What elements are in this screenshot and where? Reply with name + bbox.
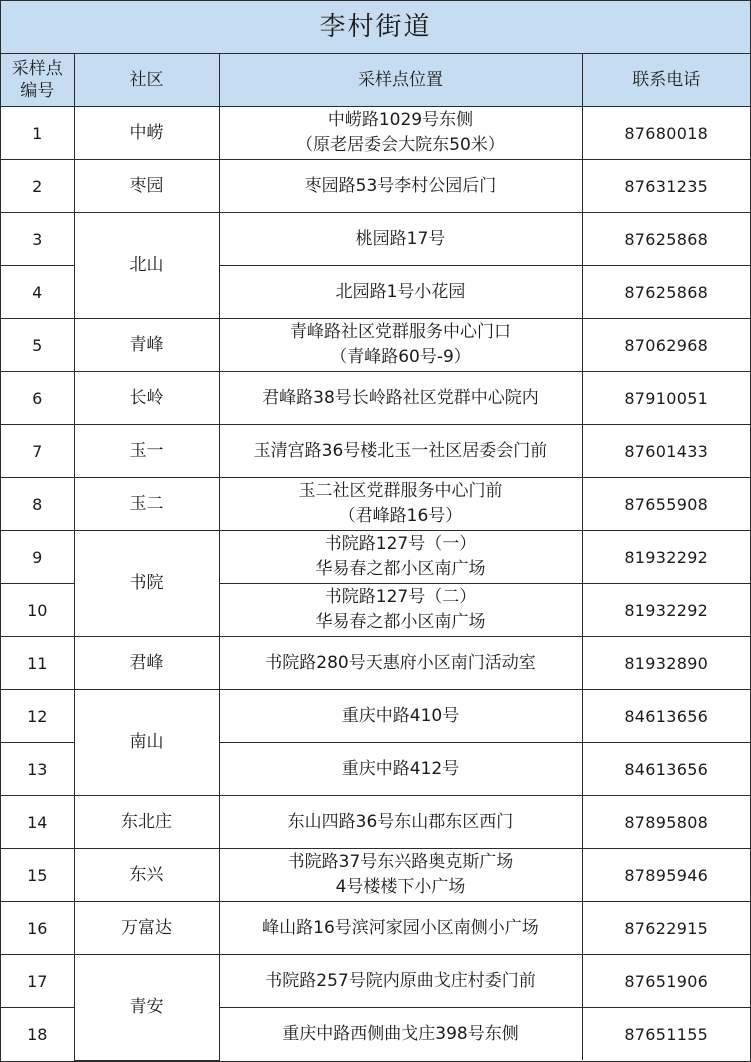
community-cell: 青峰 <box>74 319 219 372</box>
phone-cell: 87625868 <box>582 266 750 319</box>
phone-cell: 87625868 <box>582 213 750 266</box>
location-cell <box>219 107 582 160</box>
location-cell <box>219 902 582 955</box>
phone-cell: 81932292 <box>582 584 750 637</box>
location-cell <box>219 955 582 1008</box>
phone-cell: 87601433 <box>582 425 750 478</box>
location-line: 书院路280号天惠府小区南门活动室 <box>265 652 536 673</box>
table-row <box>1 478 750 531</box>
phone-cell: 87895808 <box>582 796 750 849</box>
phone-cell: 87062968 <box>582 319 750 372</box>
table-header-row <box>1 54 750 107</box>
location-cell <box>219 584 582 637</box>
table-row <box>1 107 750 160</box>
site-number-cell: 17 <box>1 955 74 1008</box>
community-cell: 长岭 <box>74 372 219 425</box>
location-cell <box>219 637 582 690</box>
site-number-cell: 3 <box>1 213 74 266</box>
location-cell <box>219 372 582 425</box>
site-number-cell: 14 <box>1 796 74 849</box>
site-number-cell: 15 <box>1 849 74 902</box>
header-site-number-line2: 编号 <box>20 81 55 101</box>
page-title: 李村街道 <box>1 1 750 54</box>
table-row <box>1 849 750 902</box>
location-cell <box>219 690 582 743</box>
table-row <box>1 637 750 690</box>
community-cell: 书院 <box>74 531 219 637</box>
location-line: 青峰路社区党群服务中心门口 <box>290 322 511 342</box>
location-line: 重庆中路西侧曲戈庄398号东侧 <box>282 1023 519 1044</box>
location-cell <box>219 1008 582 1061</box>
site-number-cell: 18 <box>1 1008 74 1061</box>
location-cell <box>219 319 582 372</box>
location-line: 枣园路53号李村公园后门 <box>304 175 497 196</box>
site-number-cell: 9 <box>1 531 74 584</box>
location-line: 君峰路38号长岭路社区党群中心院内 <box>262 387 539 408</box>
header-location: 采样点位置 <box>219 54 582 107</box>
community-cell: 玉二 <box>74 478 219 531</box>
site-number-cell: 10 <box>1 584 74 637</box>
location-line: 东山四路36号东山郡东区西门 <box>287 811 514 832</box>
community-cell: 东兴 <box>74 849 219 902</box>
phone-cell: 87895946 <box>582 849 750 902</box>
location-line: 中崂路1029号东侧 <box>327 110 474 130</box>
site-number-cell: 13 <box>1 743 74 796</box>
community-cell: 南山 <box>74 690 219 796</box>
location-line: 华易春之都小区南广场 <box>315 612 486 632</box>
table-row <box>1 213 750 266</box>
location-line: 书院路127号（一） <box>324 534 477 554</box>
phone-cell: 84613656 <box>582 743 750 796</box>
header-site-number <box>1 54 74 107</box>
location-cell <box>219 478 582 531</box>
location-line: 重庆中路410号 <box>341 705 460 726</box>
location-line: （原老居委会大院东50米） <box>296 135 505 155</box>
site-number-cell: 11 <box>1 637 74 690</box>
table-row <box>1 531 750 584</box>
location-line: （君峰路16号） <box>338 506 463 526</box>
community-cell: 东北庄 <box>74 796 219 849</box>
table-row <box>1 425 750 478</box>
site-number-cell: 4 <box>1 266 74 319</box>
phone-cell: 87655908 <box>582 478 750 531</box>
phone-cell: 87910051 <box>582 372 750 425</box>
table-row <box>1 955 750 1008</box>
location-line: 重庆中路412号 <box>341 758 460 779</box>
location-cell <box>219 213 582 266</box>
community-cell: 北山 <box>74 213 219 319</box>
community-cell: 枣园 <box>74 160 219 213</box>
location-cell <box>219 160 582 213</box>
location-cell <box>219 531 582 584</box>
site-number-cell: 2 <box>1 160 74 213</box>
location-line: 华易春之都小区南广场 <box>315 559 486 579</box>
location-line: 书院路257号院内原曲戈庄村委门前 <box>265 970 536 991</box>
location-line: 玉清宫路36号楼北玉一社区居委会门前 <box>253 440 548 461</box>
phone-cell: 87622915 <box>582 902 750 955</box>
community-cell: 玉一 <box>74 425 219 478</box>
phone-cell: 87651155 <box>582 1008 750 1061</box>
site-number-cell: 12 <box>1 690 74 743</box>
table-body <box>1 107 750 1061</box>
location-line: 峰山路16号滨河家园小区南侧小广场 <box>262 917 539 938</box>
community-cell: 中崂 <box>74 107 219 160</box>
community-cell: 君峰 <box>74 637 219 690</box>
location-cell <box>219 849 582 902</box>
header-phone: 联系电话 <box>582 54 750 107</box>
location-line: 书院路37号东兴路奥克斯广场 <box>287 852 514 872</box>
phone-cell: 81932292 <box>582 531 750 584</box>
location-line: 北园路1号小花园 <box>335 281 466 302</box>
table-row <box>1 796 750 849</box>
phone-cell: 87631235 <box>582 160 750 213</box>
phone-cell: 81932890 <box>582 637 750 690</box>
location-line: 书院路127号（二） <box>324 587 477 607</box>
location-cell <box>219 796 582 849</box>
phone-cell: 87651906 <box>582 955 750 1008</box>
community-cell: 青安 <box>74 955 219 1061</box>
site-number-cell: 8 <box>1 478 74 531</box>
table-row <box>1 319 750 372</box>
phone-cell: 87680018 <box>582 107 750 160</box>
location-line: （青峰路60号-9） <box>330 347 471 367</box>
table-row <box>1 902 750 955</box>
site-number-cell: 5 <box>1 319 74 372</box>
site-number-cell: 1 <box>1 107 74 160</box>
sampling-sites-table <box>1 54 750 1061</box>
phone-cell: 84613656 <box>582 690 750 743</box>
location-cell <box>219 743 582 796</box>
site-number-cell: 16 <box>1 902 74 955</box>
location-cell <box>219 425 582 478</box>
header-community: 社区 <box>74 54 219 107</box>
community-cell: 万富达 <box>74 902 219 955</box>
header-site-number-line1: 采样点 <box>11 59 63 79</box>
site-number-cell: 6 <box>1 372 74 425</box>
table-row <box>1 372 750 425</box>
location-cell <box>219 266 582 319</box>
site-number-cell: 7 <box>1 425 74 478</box>
location-line: 玉二社区党群服务中心门前 <box>298 481 503 501</box>
table-row <box>1 160 750 213</box>
location-line: 4号楼楼下小广场 <box>335 877 466 897</box>
table-row <box>1 690 750 743</box>
location-line: 桃园路17号 <box>355 228 446 249</box>
